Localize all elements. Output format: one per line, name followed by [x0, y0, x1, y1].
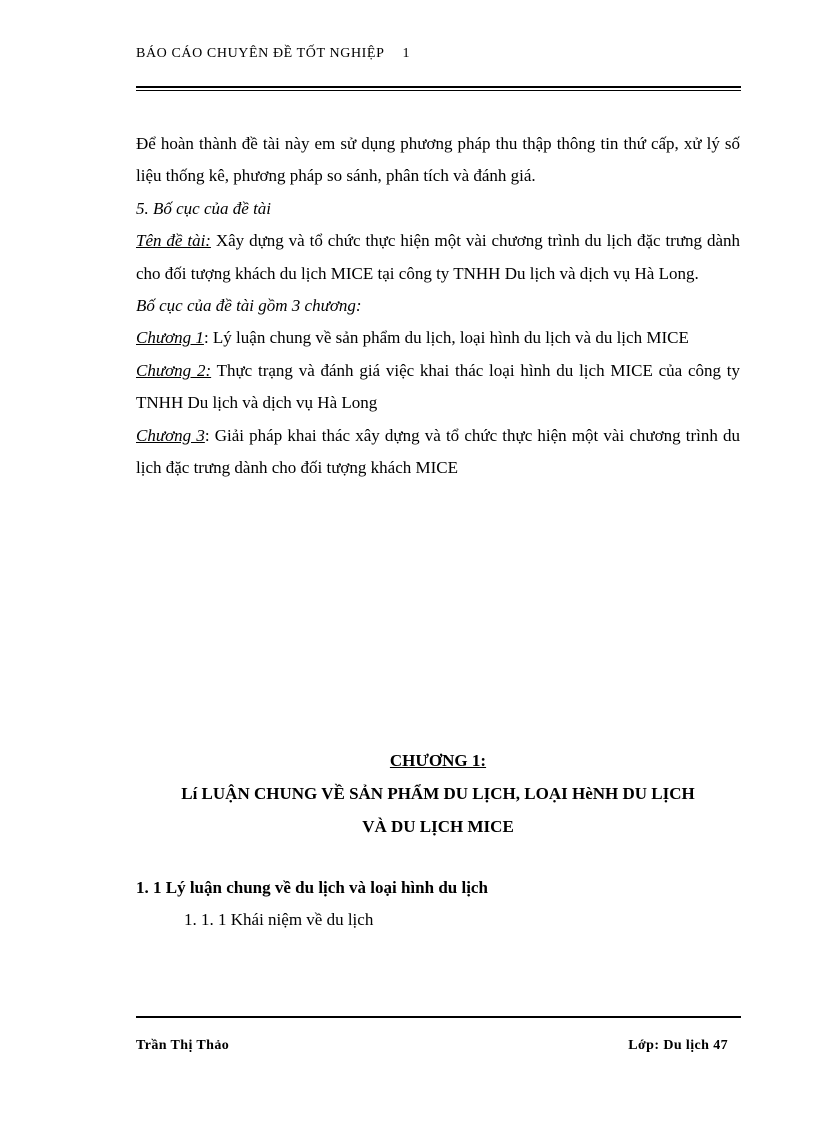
- topic-text: Xây dựng và tổ chức thực hiện một vài chương trình du lịch đặc trưng dành cho đối tượng khách du lịch MICE tại công ty TNHH Du lịch và dịch vụ Hà Long.: [136, 231, 740, 283]
- chapter-sep: :: [203, 328, 209, 348]
- chapter-label: Chương 1: [136, 328, 204, 348]
- header-rule-thin: [136, 90, 741, 91]
- header-title: BÁO CÁO CHUYÊN ĐỀ TỐT NGHIỆP: [136, 46, 385, 61]
- chapter-heading-line2: VÀ DU LỊCH MICE: [362, 817, 514, 836]
- paragraph-topic: [136, 225, 740, 290]
- section-list: [136, 872, 740, 936]
- body-text: [136, 128, 740, 484]
- chapter-label: Chương 3: [136, 425, 205, 445]
- structure-intro: Bố cục của đề tài gồm 3 chương:: [136, 296, 362, 316]
- chapter-text: Thực trạng và đánh giá việc khai thác loại hình du lịch MICE của công ty TNHH Du lịch và dịch vụ Hà Long: [136, 360, 740, 413]
- chapter-heading: [136, 744, 740, 843]
- paragraph-method: Để hoàn thành đề tài này em sử dụng phương pháp thu thập thông tin thứ cấp, xử lý số liệu thống kê, phương pháp so sánh, phân tích và đánh giá.: [136, 134, 740, 186]
- page-header: [136, 46, 740, 62]
- chapter-item: [136, 420, 740, 485]
- page-number: 1: [402, 46, 411, 61]
- section-heading: 1. 1 Lý luận chung về du lịch và loại hình du lịch: [136, 878, 488, 897]
- chapter-label: Chương 2:: [136, 360, 212, 380]
- chapter-text: Giải pháp khai thác xây dựng và tổ chức thực hiện một vài chương trình du lịch đặc trưng dành cho đối tượng khách MICE: [136, 425, 740, 478]
- subsection-heading: 1. 1. 1 Khái niệm về du lịch: [184, 910, 374, 929]
- header-rule: [136, 86, 741, 88]
- chapter-sep: :: [204, 425, 210, 445]
- chapter-item: [136, 355, 740, 420]
- footer-rule: [136, 1016, 741, 1018]
- chapter-text: Lý luận chung về sản phẩm du lịch, loại hình du lịch và du lịch MICE: [208, 328, 689, 348]
- topic-label: Tên đề tài:: [136, 231, 211, 251]
- chapter-heading-label: CHƯƠNG 1:: [389, 751, 487, 770]
- page-footer: [136, 1038, 740, 1054]
- chapter-item: [136, 322, 740, 354]
- footer-class: Lớp: Du lịch 47: [628, 1038, 728, 1053]
- heading-structure: 5. Bố cục của đề tài: [136, 198, 272, 218]
- chapter-heading-line1: Lí LUẬN CHUNG VỀ SẢN PHẨM DU LỊCH, LOẠI HèNH DU LỊCH: [181, 784, 695, 803]
- footer-author: Trần Thị Thảo: [136, 1038, 230, 1053]
